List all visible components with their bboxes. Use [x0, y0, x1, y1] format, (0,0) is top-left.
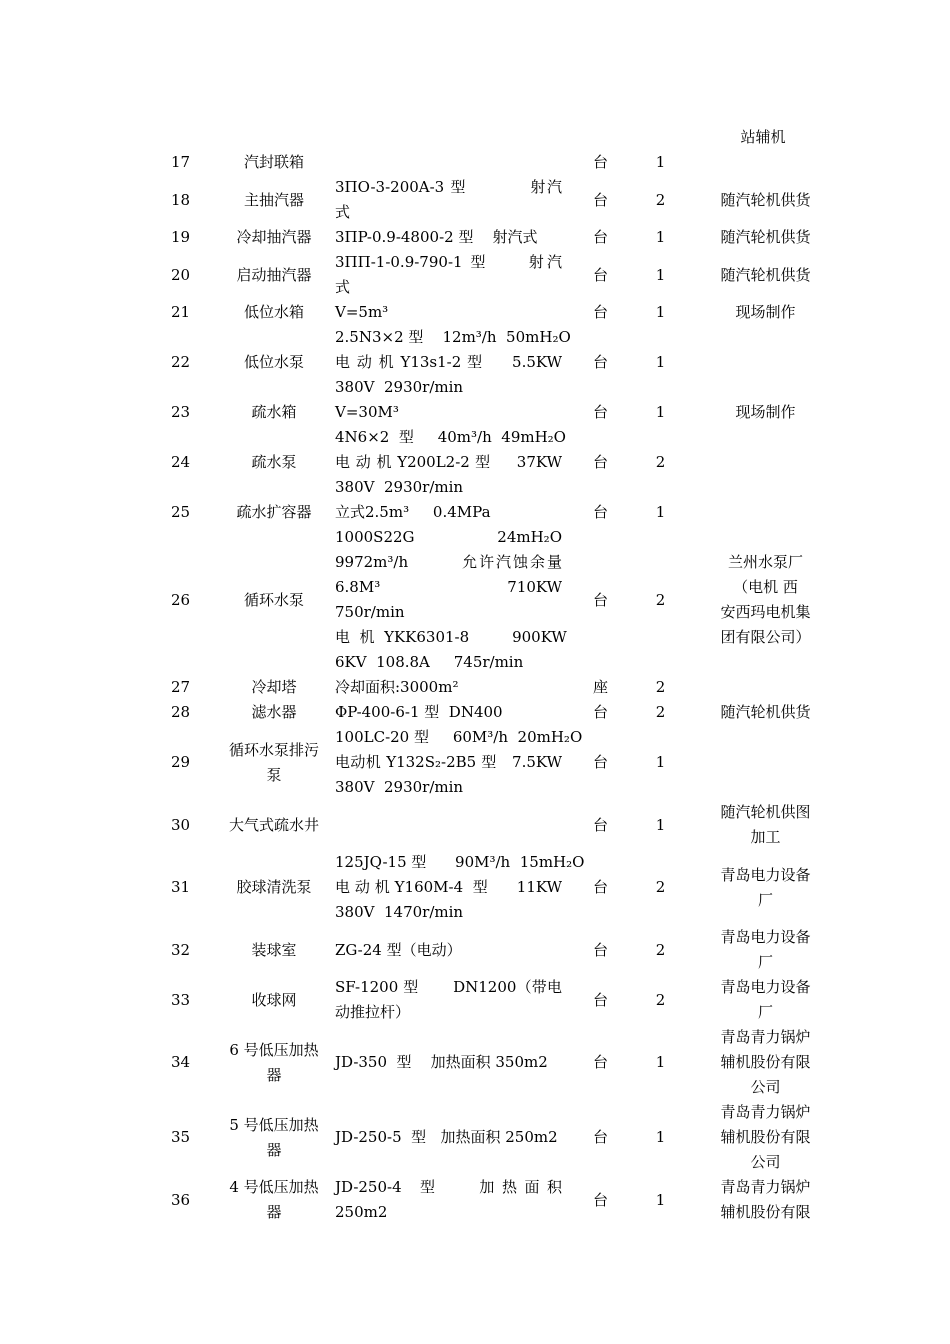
remarks	[693, 225, 838, 250]
quantity: 2	[655, 990, 666, 1009]
spec-line: ΦP-400-6-1 型 DN400	[335, 703, 503, 721]
spec-line: 冷却面积:3000m²	[335, 678, 459, 696]
table-row	[138, 425, 838, 500]
table-row	[138, 400, 838, 425]
table-row	[138, 700, 838, 725]
spec-line: 电 动 机 Y200L2-2 型 37KW	[335, 453, 562, 471]
spec-line: 750r/min	[335, 603, 405, 621]
unit: 台	[592, 228, 608, 246]
remarks-text	[710, 1025, 822, 1100]
equipment-spec	[325, 850, 585, 925]
unit: 台	[592, 265, 608, 284]
quantity: 1	[655, 265, 666, 284]
quantity: 2	[655, 678, 666, 696]
quantity: 1	[655, 303, 666, 321]
spec-line: 380V 2930r/min	[335, 478, 464, 496]
equipment-name	[223, 500, 325, 525]
spec-line: 2.5N3×2 型 12m³/h 50mH₂O	[335, 328, 571, 346]
quantity: 2	[655, 878, 666, 896]
cell-line: 青岛电力设备	[720, 928, 811, 946]
cell-line: 冷却抽汽器	[236, 228, 312, 246]
equipment-name	[223, 1025, 325, 1100]
cell-line: 随汽轮机供货	[720, 703, 811, 721]
unit: 台	[592, 153, 608, 171]
row-number: 20	[170, 265, 191, 284]
equipment-spec	[325, 800, 573, 850]
equipment-name	[223, 325, 325, 400]
equipment-spec	[325, 325, 573, 400]
remarks	[693, 925, 838, 975]
cell-line: 随汽轮机供货	[720, 190, 811, 209]
remarks	[693, 300, 838, 325]
remarks-text	[710, 1175, 822, 1225]
spec-line: 电 动 机 Y13s1-2 型 5.5KW	[335, 353, 562, 371]
cell-line: 青岛青力锅炉	[720, 1178, 811, 1196]
equipment-name	[223, 975, 325, 1025]
cell-line: 启动抽汽器	[236, 265, 312, 284]
unit: 台	[592, 990, 608, 1009]
table-row	[138, 175, 838, 225]
equipment-spec	[325, 300, 573, 325]
spec-line: 9972m³/h 允许汽蚀余量	[335, 553, 562, 571]
quantity: 1	[655, 503, 666, 521]
row-number: 17	[170, 153, 191, 171]
row-number: 36	[170, 1190, 191, 1209]
spec-line: JD-350 型 加热面积 350m2	[335, 1053, 548, 1071]
equipment-spec	[325, 400, 573, 425]
cell-line: 厂	[757, 890, 773, 909]
table-row	[138, 300, 838, 325]
equipment-spec	[325, 1175, 573, 1225]
spec-line: ZG-24 型（电动）	[335, 940, 462, 959]
quantity: 1	[655, 1128, 666, 1146]
row-number: 33	[170, 990, 191, 1009]
spec-line: 式	[335, 278, 351, 296]
quantity: 2	[655, 190, 666, 209]
equipment-name	[223, 700, 325, 725]
equipment-table-body	[138, 150, 838, 1225]
cell-line: 循环水泵	[243, 590, 304, 609]
cell-line: 泵	[266, 765, 282, 784]
unit: 座	[592, 678, 608, 696]
row-number: 32	[170, 940, 191, 959]
cell-line: 公司	[750, 1153, 781, 1171]
spec-line: 立式2.5m³ 0.4MPa	[335, 503, 491, 521]
remarks-text	[710, 863, 822, 913]
table-row	[138, 1025, 838, 1100]
equipment-spec	[325, 725, 583, 800]
unit: 台	[592, 940, 608, 959]
remarks	[693, 525, 838, 675]
cell-line: 器	[266, 1065, 282, 1084]
row-number: 30	[170, 815, 191, 834]
quantity: 2	[655, 703, 666, 721]
spec-line: JD-250-5 型 加热面积 250m2	[335, 1128, 558, 1146]
equipment-name	[223, 400, 325, 425]
table-row	[138, 975, 838, 1025]
remarks	[693, 325, 838, 400]
spec-line: 电 动 机 Y160M-4 型 11KW	[335, 878, 562, 896]
remarks-text	[710, 550, 822, 650]
row-number: 18	[170, 190, 191, 209]
cell-line: 低位水箱	[243, 303, 304, 321]
cell-line: 胶球清洗泵	[236, 878, 312, 896]
unit: 台	[592, 190, 608, 209]
remarks	[693, 175, 838, 225]
cell-line: 辅机股份有限	[720, 1053, 811, 1071]
equipment-table	[138, 150, 838, 1225]
row-number: 29	[170, 753, 191, 771]
unit: 台	[592, 353, 608, 371]
unit: 台	[592, 503, 608, 521]
equipment-name	[223, 725, 325, 800]
spec-line: 3ΠΠ-1-0.9-790-1 型 射汽	[335, 253, 562, 271]
table-row	[138, 250, 838, 300]
equipment-spec	[325, 225, 573, 250]
unit: 台	[592, 878, 608, 896]
equipment-spec	[325, 500, 573, 525]
cell-line: 疏水泵	[251, 453, 297, 471]
cell-line: 4 号低压加热	[229, 1178, 319, 1196]
equipment-name	[223, 1100, 325, 1175]
row-number: 26	[170, 590, 191, 609]
remarks	[693, 850, 838, 925]
quantity: 2	[655, 590, 666, 609]
table-row	[138, 800, 838, 850]
equipment-name	[223, 175, 325, 225]
spec-line: 380V 1470r/min	[335, 903, 464, 921]
spec-line: 250m2	[335, 1203, 388, 1221]
cell-line: 青岛电力设备	[720, 978, 811, 996]
cell-line: 疏水箱	[251, 403, 297, 421]
table-row	[138, 675, 838, 700]
equipment-spec	[325, 925, 573, 975]
spec-line: 电动机 Y132S₂-2B5 型 7.5KW	[335, 753, 562, 771]
spec-line: SF-1200 型 DN1200（带电	[335, 978, 562, 996]
remarks-text	[710, 225, 822, 250]
equipment-name	[223, 800, 325, 850]
row-number: 35	[170, 1128, 191, 1146]
row-number: 22	[170, 353, 191, 371]
remarks	[693, 500, 838, 525]
row-number: 31	[170, 878, 191, 896]
unit: 台	[592, 403, 608, 421]
equipment-name	[223, 300, 325, 325]
equipment-spec	[325, 975, 573, 1025]
remarks-text	[710, 925, 822, 975]
cell-line: 大气式疏水井	[228, 815, 319, 834]
continued-note: 站辅机	[740, 128, 786, 146]
unit: 台	[592, 1053, 608, 1071]
cell-line: 5 号低压加热	[229, 1115, 319, 1134]
equipment-name	[223, 425, 325, 500]
equipment-spec	[325, 425, 573, 500]
table-row	[138, 850, 838, 925]
spec-line: V=5m³	[335, 303, 389, 321]
cell-line: 滤水器	[251, 703, 297, 721]
remarks	[693, 1025, 838, 1100]
cell-line: 随汽轮机供货	[720, 228, 811, 246]
table-row	[138, 225, 838, 250]
cell-line: （电机 西	[733, 578, 798, 596]
spec-line: 动推拉杆）	[335, 1003, 411, 1021]
remarks-text	[710, 700, 822, 725]
remarks-text	[710, 263, 822, 288]
cell-line: 器	[266, 1203, 282, 1221]
unit: 台	[592, 703, 608, 721]
equipment-spec	[325, 700, 573, 725]
cell-line: 青岛青力锅炉	[720, 1103, 811, 1121]
row-number: 23	[170, 403, 191, 421]
equipment-name	[223, 925, 325, 975]
equipment-name	[223, 850, 325, 925]
row-number: 34	[170, 1053, 191, 1071]
spec-line: 电 机 YKK6301-8 900KW	[335, 628, 567, 646]
remarks-text	[710, 188, 822, 213]
spec-line: 6KV 108.8A 745r/min	[335, 653, 524, 671]
cell-line: 器	[266, 1140, 282, 1159]
spec-line: 380V 2930r/min	[335, 778, 464, 796]
cell-line: 随汽轮机供图	[720, 803, 811, 821]
remarks	[693, 1175, 838, 1225]
cell-line: 厂	[757, 953, 773, 971]
table-row	[138, 325, 838, 400]
quantity: 1	[655, 815, 666, 834]
table-row	[138, 500, 838, 525]
unit: 台	[592, 1128, 608, 1146]
remarks	[693, 150, 838, 175]
spec-line: V=30M³	[335, 403, 399, 421]
unit: 台	[592, 303, 608, 321]
cell-line: 收球网	[251, 990, 297, 1009]
quantity: 1	[655, 753, 666, 771]
equipment-name	[223, 1175, 325, 1225]
cell-line: 装球室	[251, 940, 297, 959]
unit: 台	[592, 590, 608, 609]
table-row	[138, 525, 838, 675]
cell-line: 青岛电力设备	[720, 865, 811, 884]
spec-line: 式	[335, 203, 351, 221]
cell-line: 疏水扩容器	[236, 503, 312, 521]
equipment-spec	[325, 525, 573, 675]
cell-line: 公司	[750, 1078, 781, 1096]
spec-line: 6.8M³ 710KW	[335, 578, 562, 596]
row-number: 25	[170, 503, 191, 521]
remarks	[693, 725, 838, 800]
equipment-spec	[325, 675, 573, 700]
spec-line: JD-250-4 型 加 热 面 积	[335, 1178, 562, 1196]
row-number: 28	[170, 703, 191, 721]
cell-line: 冷却塔	[251, 678, 297, 696]
table-row	[138, 925, 838, 975]
remarks	[693, 675, 838, 700]
cell-line: 循环水泵排污	[228, 740, 319, 759]
equipment-name	[223, 250, 325, 300]
spec-line: 100LC-20 型 60M³/h 20mH₂O	[335, 728, 583, 746]
quantity: 1	[655, 228, 666, 246]
remarks	[693, 425, 838, 500]
unit: 台	[592, 1190, 608, 1209]
quantity: 1	[655, 403, 666, 421]
cell-line: 主抽汽器	[243, 190, 304, 209]
cell-line: 辅机股份有限	[720, 1128, 811, 1146]
quantity: 1	[655, 1190, 666, 1209]
unit: 台	[592, 815, 608, 834]
cell-line: 安西玛电机集	[720, 603, 811, 621]
spec-line: 3ΠP-0.9-4800-2 型 射汽式	[335, 228, 538, 246]
quantity: 2	[655, 453, 666, 471]
table-row	[138, 1175, 838, 1225]
quantity: 1	[655, 153, 666, 171]
row-number: 27	[170, 678, 191, 696]
equipment-name	[223, 225, 325, 250]
equipment-spec	[325, 1025, 573, 1100]
row-number: 21	[170, 303, 191, 321]
remarks-text	[710, 1100, 822, 1175]
cell-line: 低位水泵	[243, 353, 304, 371]
spec-line: 3ΠO-3-200A-3 型 射汽	[335, 178, 562, 196]
remarks-text	[710, 400, 822, 425]
row-number: 19	[170, 228, 191, 246]
remarks-text	[710, 975, 822, 1025]
equipment-name	[223, 150, 325, 175]
quantity: 2	[655, 940, 666, 959]
cell-line: 6 号低压加热	[229, 1040, 319, 1059]
spec-line: 4N6×2 型 40m³/h 49mH₂O	[335, 428, 566, 446]
spec-line: 1000S22G 24mH₂O	[335, 528, 562, 546]
remarks	[693, 975, 838, 1025]
remarks-text	[710, 800, 822, 850]
remarks	[693, 250, 838, 300]
equipment-spec	[325, 150, 573, 175]
cell-line: 兰州水泵厂	[727, 553, 803, 571]
table-row	[138, 1100, 838, 1175]
spec-line: 380V 2930r/min	[335, 378, 464, 396]
quantity: 1	[655, 1053, 666, 1071]
cell-line: 现场制作	[735, 303, 796, 321]
cell-line: 厂	[757, 1003, 773, 1021]
cell-line: 现场制作	[735, 403, 796, 421]
equipment-spec	[325, 175, 573, 225]
cell-line: 辅机股份有限	[720, 1203, 811, 1221]
cell-line: 随汽轮机供货	[720, 265, 811, 284]
unit: 台	[592, 753, 608, 771]
table-row	[138, 725, 838, 800]
spec-line: 125JQ-15 型 90M³/h 15mH₂O	[335, 853, 585, 871]
cell-line: 团有限公司）	[720, 628, 811, 646]
cell-line: 青岛青力锅炉	[720, 1028, 811, 1046]
table-row	[138, 150, 838, 175]
remarks	[693, 700, 838, 725]
remarks	[693, 1100, 838, 1175]
unit: 台	[592, 453, 608, 471]
row-number: 24	[170, 453, 191, 471]
equipment-name	[223, 675, 325, 700]
remarks-text	[710, 300, 822, 325]
quantity: 1	[655, 353, 666, 371]
remarks	[693, 800, 838, 850]
remarks	[693, 400, 838, 425]
equipment-spec	[325, 250, 573, 300]
cell-line: 汽封联箱	[243, 153, 304, 171]
equipment-name	[223, 525, 325, 675]
cell-line: 加工	[750, 828, 781, 846]
equipment-spec	[325, 1100, 573, 1175]
